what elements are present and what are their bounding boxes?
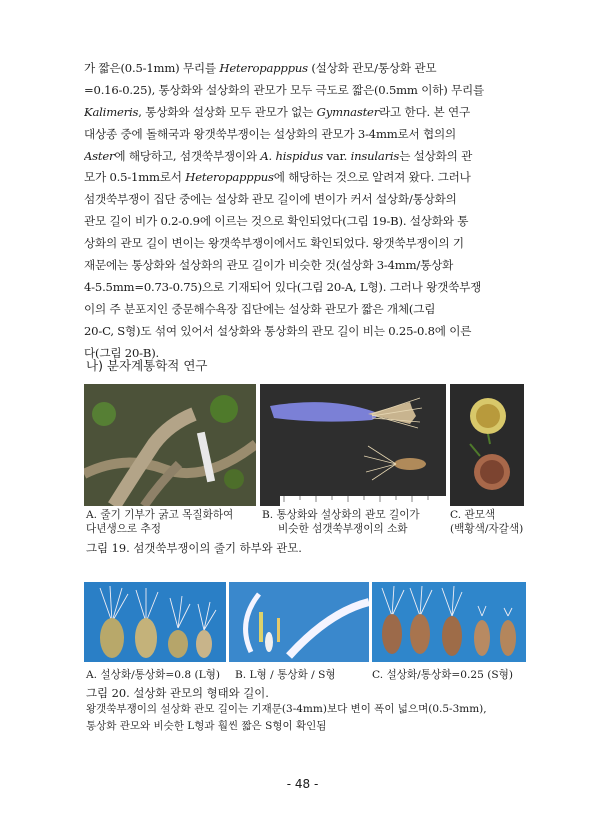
fig19-caption-a-line1: A. 줄기 기부가 굵고 목질화하여	[86, 509, 234, 521]
fig19-caption-a-line2: 다년생으로 추정	[86, 523, 162, 535]
paragraph-line	[84, 277, 526, 299]
scientific-name: insularis	[350, 148, 400, 163]
fig19-caption-c-line1: C. 관모색	[450, 509, 496, 521]
paragraph-text: 다(그림 20-B).	[84, 345, 160, 360]
scientific-name: Heteropapppus	[219, 61, 308, 75]
fig19-caption-b-line2: 비슷한 섬갯쑥부쟁이의 소화	[278, 523, 408, 535]
fig19-caption-b-line1: B. 통상화와 설상화의 관모 길이가	[262, 509, 420, 521]
fig19-photo-b-florets	[260, 384, 446, 506]
fig20-photo-c-s-type	[372, 582, 526, 662]
fig19-title: 그림 19. 섬갯쑥부쟁이의 줄기 하부와 관모.	[86, 541, 302, 555]
paragraph-text: 상화의 관모 길이 변이는 왕갯쑥부쟁이에서도 확인되었다. 왕갯쑥부쟁이의 기	[84, 236, 464, 251]
fig20-title: 그림 20. 설상화 관모의 형태와 길이.	[86, 686, 269, 700]
paragraph-text: 20-C, S형)도 섞여 있어서 설상화와 통상화의 관모 길이 비는 0.25-0.8에 이른	[84, 323, 472, 338]
fig19-caption-a	[86, 508, 233, 536]
paragraph-line	[84, 102, 526, 124]
fig19-caption-c-line2: (백황색/자갈색)	[450, 523, 524, 535]
fig19-photo-c-pappus-color	[450, 384, 524, 506]
paragraph-line	[84, 299, 526, 321]
paragraph-text: (설상화 관모/통상화 관모	[307, 61, 437, 75]
paragraph-text: 라고 한다. 본 연구	[379, 104, 471, 119]
paragraph-line	[84, 146, 526, 168]
scientific-name: Gymnaster	[316, 104, 380, 119]
paragraph-line	[84, 124, 526, 146]
fig19-caption-b	[262, 508, 420, 536]
paragraph-text: 에 해당하는 것으로 알려져 왔다. 그러나	[273, 170, 471, 185]
paragraph-text: 대상종 중에 돌해국과 왕갯쑥부쟁이는 설상화의 관모가 3-4mm로서 협의의	[84, 126, 457, 141]
scientific-name: A. hispidus	[260, 148, 323, 163]
paragraph-line	[84, 189, 526, 211]
paragraph-line	[84, 58, 526, 80]
paragraph-line	[84, 255, 526, 277]
fig20-photo-b-compare	[229, 582, 369, 662]
paragraph-text: 가 짧은(0.5-1mm) 무리를	[84, 61, 220, 75]
paragraph-line	[84, 233, 526, 255]
paragraph-text: 4-5.5mm=0.73-0.75)으로 기재되어 있다(그림 20-A, L형). 그러나 왕갯쑥부쟁	[84, 279, 482, 294]
scientific-name: Aster	[84, 148, 115, 163]
paragraph-text: 에 해당하고, 섬갯쑥부쟁이와	[114, 148, 261, 163]
section-heading: 나) 분자계통학적 연구	[86, 358, 208, 373]
fig20-caption-a: A. 설상화/통상화=0.8 (L형)	[86, 669, 220, 681]
paragraph-text: 재문에는 통상화와 설상화의 관모 길이가 비슷한 것(설상화 3-4mm/통상화	[84, 258, 454, 273]
fig19-photo-a-stem	[84, 384, 256, 506]
paragraph-text: 관모 길이 비가 0.2-0.9에 이르는 것으로 확인되었다(그림 19-B). 설상화와 통	[84, 214, 469, 229]
paragraph-line	[84, 211, 526, 233]
scientific-name: Kalimeris	[84, 104, 139, 119]
body-paragraph	[84, 58, 526, 364]
paragraph-line	[84, 321, 526, 343]
paragraph-text: , 통상화와 설상화 모두 관모가 없는	[138, 104, 317, 119]
fig20-caption-c: C. 설상화/통상화=0.25 (S형)	[372, 669, 514, 681]
paragraph-line	[84, 167, 526, 189]
page-number: - 48 -	[286, 777, 319, 791]
paragraph-text: 이의 주 분포지인 중문해수욕장 집단에는 설상화 관모가 짧은 개체(그림	[84, 301, 436, 316]
fig19-caption-c	[450, 508, 523, 536]
paragraph-text: 섬갯쑥부쟁이 집단 중에는 설상화 관모 길이에 변이가 커서 설상화/통상화의	[84, 192, 457, 207]
paragraph-text: =0.16-0.25), 통상화와 설상화의 관모가 모두 극도로 짧은(0.5mm 이하) 무리를	[84, 82, 485, 97]
fig20-photo-a-l-type	[84, 582, 226, 662]
paragraph-text: var.	[322, 148, 351, 163]
fig20-caption-b: B. L형 / 통상화 / S형	[235, 669, 336, 681]
paragraph-text: 는 설상화의 관	[399, 148, 473, 163]
paragraph-line	[84, 80, 526, 102]
fig20-note-line1: 왕갯쑥부쟁이의 설상화 관모 길이는 기재문(3-4mm)보다 변이 폭이 넓으며(0.5-3mm),	[86, 703, 487, 715]
fig20-note-line2: 통상화 관모와 비슷한 L형과 훨씬 짧은 S형이 확인됨	[86, 720, 327, 732]
paragraph-text: 모가 0.5-1mm로서	[84, 170, 186, 185]
scientific-name: Heteropapppus	[185, 170, 274, 185]
fig20-note	[86, 701, 487, 735]
